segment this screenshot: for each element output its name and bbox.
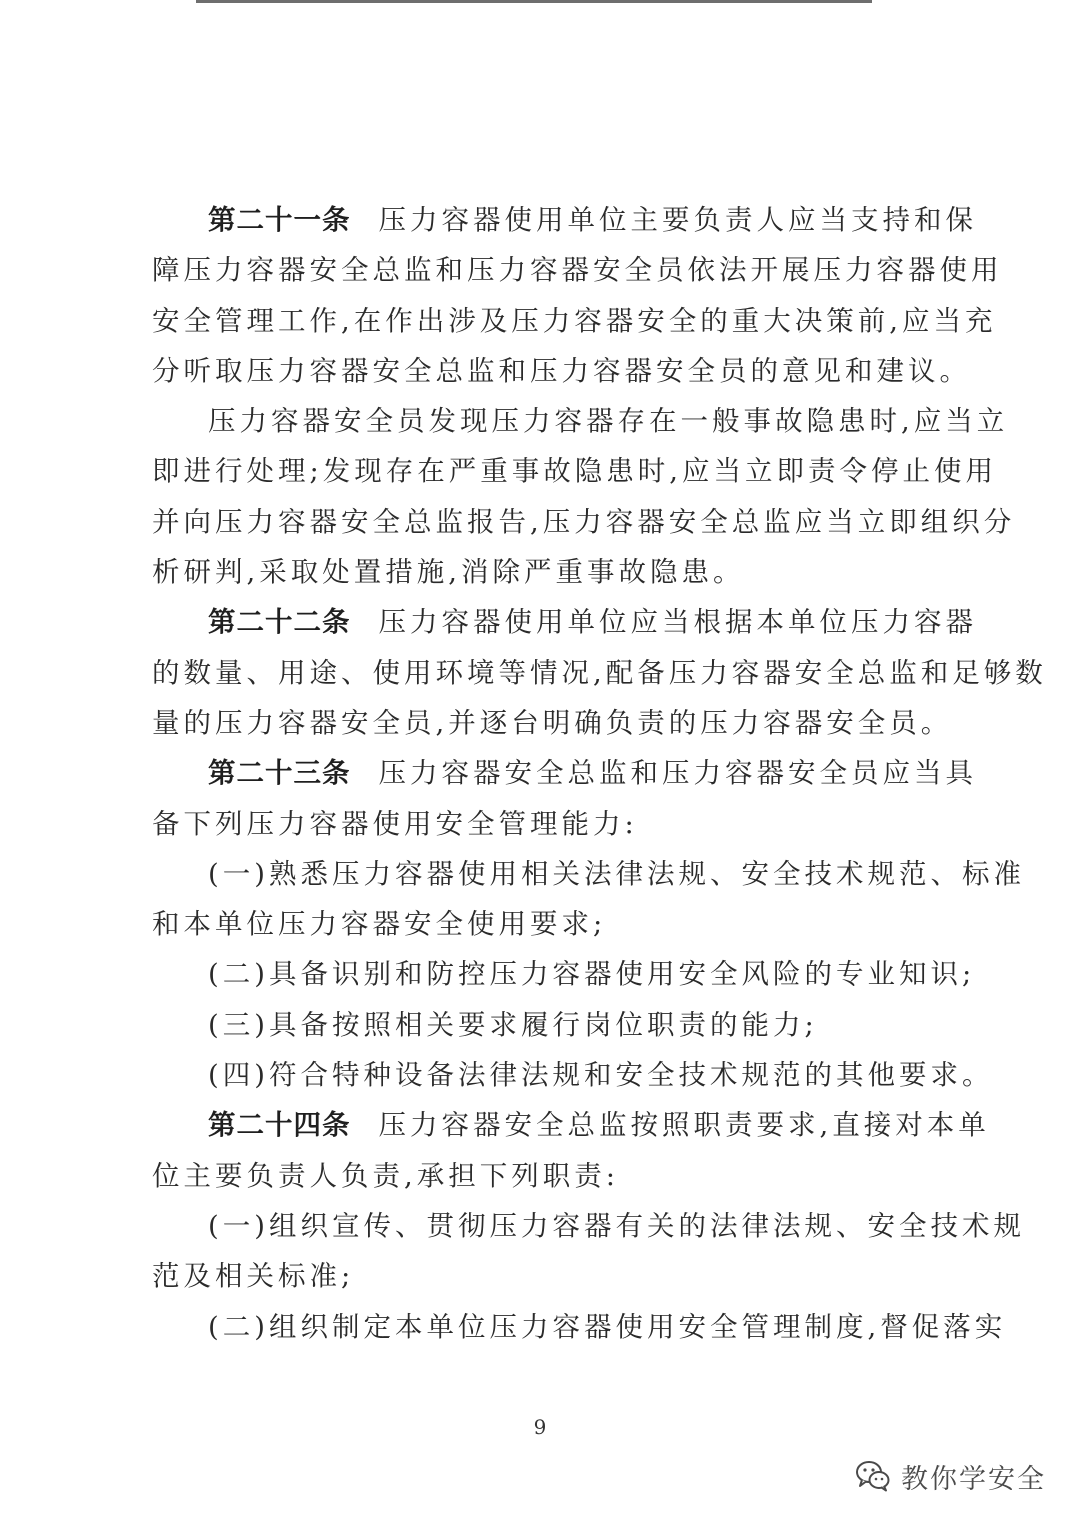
document-line: (二)具备识别和防控压力容器使用安全风险的专业知识; [208,958,976,991]
document-line [152,748,977,798]
document-line: 压力容器安全员发现压力容器存在一般事故隐患时,应当立 [208,405,1009,438]
document-line: 量的压力容器安全员,并逐台明确负责的压力容器安全员。 [152,706,953,739]
document-line: 并向压力容器安全总监报告,压力容器安全总监应当立即组织分 [152,505,1016,538]
article-number: 第二十三条 [208,757,351,790]
document-line: 分听取压力容器安全总监和压力容器安全员的意见和建议。 [152,354,971,387]
article-number: 第二十四条 [208,1109,351,1142]
document-line [152,195,977,245]
line-text: 压力容器安全总监和压力容器安全员应当具 [378,757,977,790]
document-line: 障压力容器安全总监和压力容器安全员依法开展压力容器使用 [152,254,1003,287]
article-number: 第二十一条 [208,204,351,236]
document-line: (四)符合特种设备法律法规和安全技术规范的其他要求。 [208,1059,994,1092]
document-line [152,597,977,647]
line-text: 压力容器使用单位主要负责人应当支持和保 [378,204,977,236]
document-line: 安全管理工作,在作出涉及压力容器安全的重大决策前,应当充 [152,304,997,337]
document-line: (一)熟悉压力容器使用相关法律法规、安全技术规范、标准 [208,857,1025,890]
document-line: (二)组织制定本单位压力容器使用安全管理制度,督促落实 [208,1310,1007,1343]
document-line: (一)组织宣传、贯彻压力容器有关的法律法规、安全技术规 [208,1209,1025,1242]
document-line: 即进行处理;发现存在严重事故隐患时,应当立即责令停止使用 [152,455,998,488]
document-line: 位主要负责人负责,承担下列职责: [152,1159,620,1192]
document-body [152,195,1047,1352]
wechat-icon [855,1460,891,1492]
document-line: (三)具备按照相关要求履行岗位职责的能力; [208,1008,818,1041]
page-number: 9 [533,1415,547,1439]
watermark [855,1454,1046,1498]
document-line [152,1100,990,1150]
article-number: 第二十二条 [208,606,351,639]
line-text: 压力容器安全总监按照职责要求,直接对本单 [378,1109,990,1142]
line-text: 压力容器使用单位应当根据本单位压力容器 [378,606,977,639]
document-line: 和本单位压力容器安全使用要求; [152,908,607,941]
top-rule [196,0,872,3]
document-line: 备下列压力容器使用安全管理能力: [152,807,638,840]
document-line: 的数量、用途、使用环境等情况,配备压力容器安全总监和足够数 [152,656,1047,689]
document-line: 析研判,采取处置措施,消除严重事故隐患。 [152,556,745,589]
document-line: 范及相关标准; [152,1260,355,1293]
watermark-text: 教你学安全 [901,1463,1046,1495]
